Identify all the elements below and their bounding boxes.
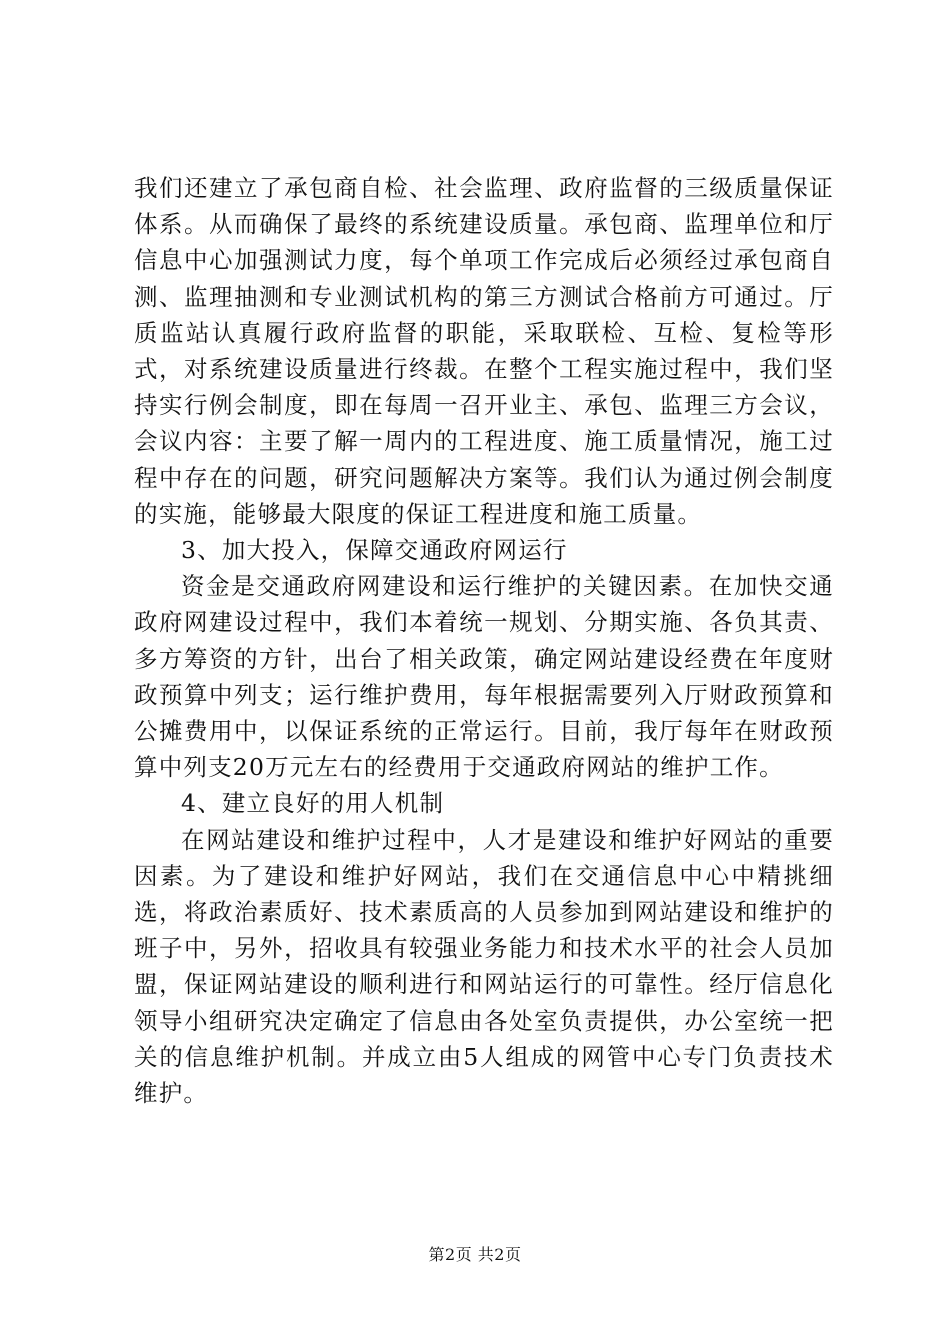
section-heading-staffing: 4、建立良好的用人机制 (181, 789, 445, 818)
paragraph-funding: 资金是交通政府网建设和运行维护的关键因素。在加快交通政府网建设过程中，我们本着统一规划、分期实施、各负其责、多方筹资的方针，出台了相关政策，确定网站建设经费在年度财政预算中列支；运行维护费用，每年根据需要列入厅财政预算和公摊费用中，以保证系统的正常运行。目前，我厅每年在财政预算中列支20万元左右的经费用于交通政府网站的维护工作。 (134, 572, 834, 782)
paragraph-staffing: 在网站建设和维护过程中，人才是建设和维护好网站的重要因素。为了建设和维护好网站，我们在交通信息中心中精挑细选，将政治素质好、技术素质高的人员参加到网站建设和维护的班子中，另外，招收具有较强业务能力和技术水平的社会人员加盟，保证网站建设的顺利进行和网站运行的可靠性。经厅信息化领导小组研究决定确定了信息由各处室负责提供，办公室统一把关的信息维护机制。并成立由5人组成的网管中心专门负责技术维护。 (134, 825, 834, 1108)
section-heading-funding: 3、加大投入，保障交通政府网运行 (181, 536, 568, 565)
paragraph-quality-system: 我们还建立了承包商自检、社会监理、政府监督的三级质量保证体系。从而确保了最终的系统建设质量。承包商、监理单位和厅信息中心加强测试力度，每个单项工作完成后必须经过承包商自测、监理抽测和专业测试机构的第三方测试合格前方可通过。厅质监站认真履行政府监督的职能，采取联检、互检、复检等形式，对系统建设质量进行终裁。在整个工程实施过程中，我们坚持实行例会制度，即在每周一召开业主、承包、监理三方会议，会议内容：主要了解一周内的工程进度、施工质量情况，施工过程中存在的问题，研究问题解决方案等。我们认为通过例会制度的实施，能够最大限度的保证工程进度和施工质量。 (134, 174, 834, 528)
document-body (134, 170, 834, 1111)
page-footer: 第2页 共2页 (428, 1245, 522, 1264)
